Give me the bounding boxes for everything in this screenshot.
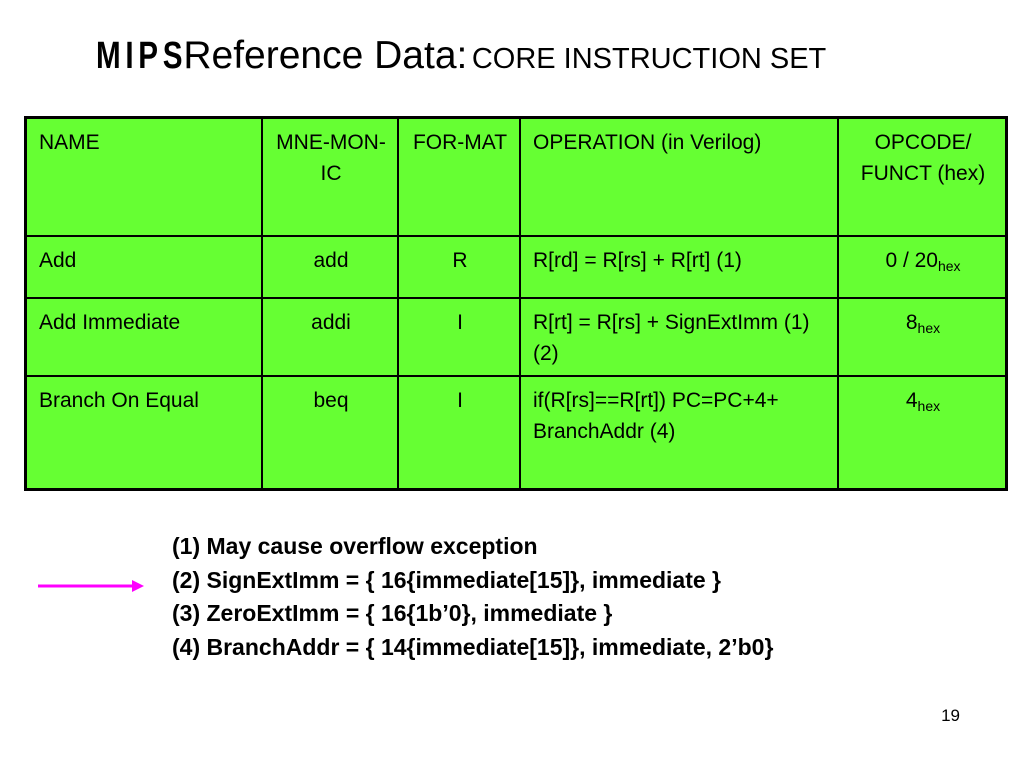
cell-operation: R[rt] = R[rs] + SignExtImm (1)(2) — [520, 298, 838, 376]
cell-format: R — [398, 236, 520, 298]
opcode-value: 4 — [905, 389, 918, 412]
instruction-table — [24, 116, 1008, 491]
title-reference: Reference Data: — [183, 34, 468, 77]
opcode-hex-subscript: hex — [917, 320, 941, 336]
table-row — [26, 376, 1007, 490]
opcode-value: 8 — [905, 311, 918, 334]
cell-operation: R[rd] = R[rs] + R[rt] (1) — [520, 236, 838, 298]
header-format: FOR-MAT — [398, 118, 520, 237]
footnote-2: (2) SignExtImm = { 16{immediate[15]}, immediate } — [172, 566, 722, 593]
title-mips: MIPS — [96, 35, 188, 77]
cell-mnemonic: add — [262, 236, 398, 298]
title-subtitle: CORE INSTRUCTION SET — [471, 43, 827, 75]
table-row — [26, 236, 1007, 298]
page-number: 19 — [941, 706, 960, 725]
cell-name: Branch On Equal — [26, 376, 263, 490]
cell-name: Add Immediate — [26, 298, 263, 376]
footnotes — [172, 530, 773, 664]
header-opcode: OPCODE/ FUNCT (hex) — [838, 118, 1007, 237]
header-operation: OPERATION (in Verilog) — [520, 118, 838, 237]
footnote-3: (3) ZeroExtImm = { 16{1b’0}, immediate } — [172, 600, 613, 626]
cell-format: I — [398, 376, 520, 490]
opcode-hex-subscript: hex — [917, 398, 941, 414]
opcode-hex-subscript: hex — [937, 258, 961, 274]
slide-title — [96, 30, 826, 82]
footnote-1: (1) May cause overflow exception — [172, 533, 538, 559]
header-mnemonic: MNE-MON-IC — [262, 118, 398, 237]
cell-format: I — [398, 298, 520, 376]
footnote-4: (4) BranchAddr = { 14{immediate[15]}, immediate, 2’b0} — [172, 633, 774, 660]
table-header-row — [26, 118, 1007, 237]
cell-opcode — [838, 298, 1007, 376]
cell-mnemonic: addi — [262, 298, 398, 376]
table-row — [26, 298, 1007, 376]
cell-mnemonic: beq — [262, 376, 398, 490]
cell-name: Add — [26, 236, 263, 298]
pink-arrow-icon — [36, 576, 148, 596]
cell-opcode — [838, 236, 1007, 298]
cell-opcode — [838, 376, 1007, 490]
cell-operation: if(R[rs]==R[rt]) PC=PC+4+ BranchAddr (4) — [520, 376, 838, 490]
opcode-value: 0 / 20 — [885, 249, 938, 272]
header-name: NAME — [26, 118, 263, 237]
